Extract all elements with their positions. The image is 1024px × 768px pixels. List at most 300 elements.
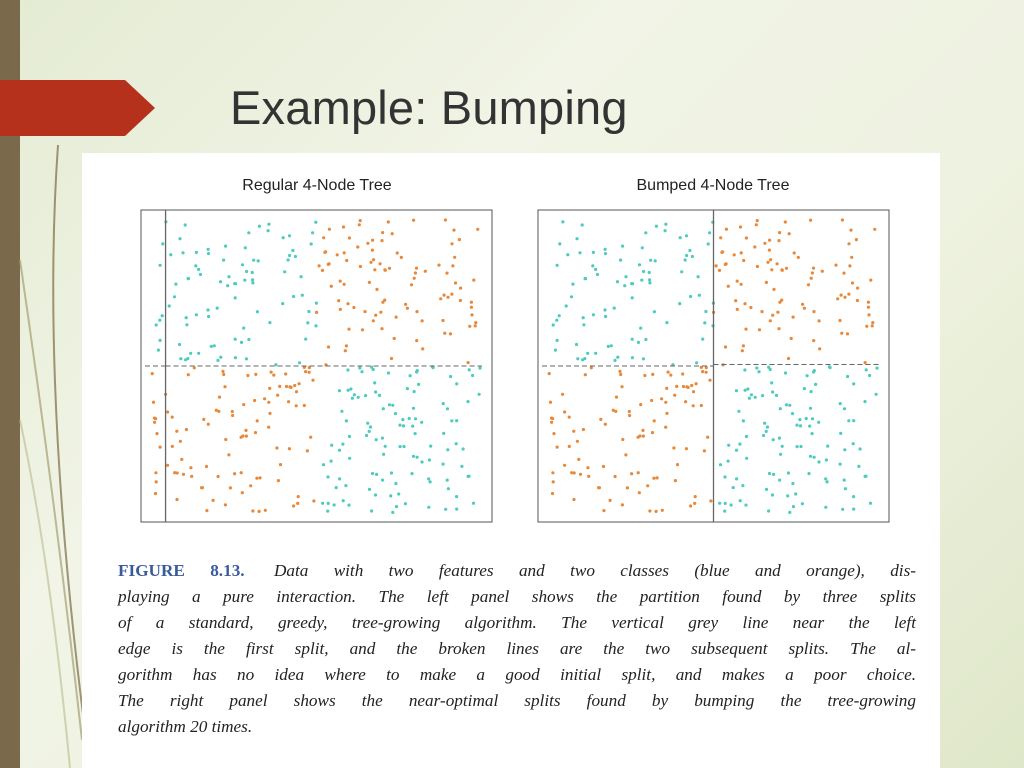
data-point	[637, 471, 640, 474]
data-point	[348, 435, 351, 438]
data-point	[234, 356, 237, 359]
caption-text: Data with two features and two classes (blue and orange), dis-	[273, 561, 916, 580]
data-point	[826, 445, 829, 448]
data-point	[381, 231, 384, 234]
data-point	[155, 323, 158, 326]
data-point	[296, 502, 299, 505]
data-point	[631, 296, 634, 299]
data-point	[755, 223, 758, 226]
data-point	[454, 281, 457, 284]
data-point	[581, 223, 584, 226]
data-point	[303, 404, 306, 407]
data-point	[441, 319, 444, 322]
data-point	[304, 370, 307, 373]
data-point	[359, 219, 362, 222]
data-point	[824, 477, 827, 480]
data-point	[652, 477, 655, 480]
data-point	[369, 425, 372, 428]
data-point	[552, 480, 555, 483]
data-point	[229, 486, 232, 489]
data-point	[824, 506, 827, 509]
data-point	[594, 268, 597, 271]
data-point	[184, 223, 187, 226]
data-point	[459, 287, 462, 290]
data-point	[706, 436, 709, 439]
data-point	[733, 253, 736, 256]
data-point	[604, 252, 607, 255]
data-point	[216, 359, 219, 362]
data-point	[254, 373, 257, 376]
data-point	[630, 472, 633, 475]
data-point	[252, 259, 255, 262]
data-point	[660, 397, 663, 400]
data-point	[401, 418, 404, 421]
data-point	[791, 482, 794, 485]
data-point	[770, 381, 773, 384]
data-point	[619, 259, 622, 262]
data-point	[190, 475, 193, 478]
data-point	[597, 486, 600, 489]
data-point	[776, 311, 779, 314]
data-point	[175, 498, 178, 501]
data-point	[374, 493, 377, 496]
data-point	[455, 382, 458, 385]
data-point	[740, 251, 743, 254]
data-point	[222, 373, 225, 376]
data-point	[169, 253, 172, 256]
data-point	[769, 258, 772, 261]
data-point	[251, 281, 254, 284]
data-point	[219, 356, 222, 359]
data-point	[368, 488, 371, 491]
data-point	[643, 374, 646, 377]
data-point	[437, 264, 440, 267]
data-point	[790, 337, 793, 340]
data-point	[680, 270, 683, 273]
data-point	[781, 269, 784, 272]
data-point	[340, 410, 343, 413]
data-point	[769, 319, 772, 322]
data-point	[168, 304, 171, 307]
data-point	[371, 249, 374, 252]
data-point	[410, 472, 413, 475]
data-point	[381, 479, 384, 482]
data-point	[227, 453, 230, 456]
data-point	[875, 367, 878, 370]
data-point	[736, 280, 739, 283]
data-point	[561, 393, 564, 396]
data-point	[195, 313, 198, 316]
data-point	[374, 390, 377, 393]
data-point	[182, 473, 185, 476]
data-point	[843, 448, 846, 451]
data-point	[724, 502, 727, 505]
data-point	[176, 471, 179, 474]
data-point	[295, 390, 298, 393]
data-point	[672, 446, 675, 449]
data-point	[234, 282, 237, 285]
data-point	[413, 277, 416, 280]
data-point	[240, 341, 243, 344]
data-point	[786, 494, 789, 497]
data-point	[414, 417, 417, 420]
data-point	[185, 316, 188, 319]
data-point	[200, 486, 203, 489]
data-point	[868, 374, 871, 377]
data-point	[343, 251, 346, 254]
data-point	[793, 251, 796, 254]
data-point	[772, 288, 775, 291]
data-point	[778, 479, 781, 482]
data-point	[155, 480, 158, 483]
data-point	[455, 495, 458, 498]
data-point	[780, 299, 783, 302]
caption-line: algorithm 20 times.	[118, 717, 253, 736]
data-point	[758, 328, 761, 331]
data-point	[359, 265, 362, 268]
data-point	[443, 332, 446, 335]
data-point	[256, 419, 259, 422]
data-point	[161, 314, 164, 317]
data-point	[765, 430, 768, 433]
data-point	[420, 421, 423, 424]
data-point	[836, 297, 839, 300]
data-point	[205, 465, 208, 468]
data-point	[297, 495, 300, 498]
decorative-line	[20, 260, 82, 740]
data-point	[778, 231, 781, 234]
data-point	[427, 477, 430, 480]
data-point	[781, 445, 784, 448]
data-point	[180, 458, 183, 461]
data-point	[811, 432, 814, 435]
data-point	[372, 258, 375, 261]
data-point	[221, 370, 224, 373]
data-point	[573, 471, 576, 474]
data-point	[584, 277, 587, 280]
data-point	[637, 341, 640, 344]
data-point	[655, 510, 658, 513]
data-point	[311, 231, 314, 234]
data-point	[604, 423, 607, 426]
data-point	[278, 385, 281, 388]
data-point	[347, 389, 350, 392]
data-point	[446, 407, 449, 410]
data-point	[263, 397, 266, 400]
data-point	[451, 264, 454, 267]
data-point	[551, 417, 554, 420]
data-point	[356, 245, 359, 248]
data-point	[478, 367, 481, 370]
data-point	[292, 504, 295, 507]
data-point	[791, 412, 794, 415]
data-point	[847, 419, 850, 422]
data-point	[654, 259, 657, 262]
data-point	[470, 306, 473, 309]
data-point	[357, 396, 360, 399]
data-point	[812, 267, 815, 270]
data-point	[159, 264, 162, 267]
data-point	[756, 219, 759, 222]
data-point	[556, 446, 559, 449]
data-point	[719, 463, 722, 466]
data-point	[792, 505, 795, 508]
data-point	[384, 269, 387, 272]
data-point	[582, 316, 585, 319]
data-point	[788, 232, 791, 235]
data-point	[584, 373, 587, 376]
data-point	[439, 297, 442, 300]
data-point	[242, 327, 245, 330]
data-point	[207, 248, 210, 251]
data-point	[322, 236, 325, 239]
data-point	[379, 262, 382, 265]
data-point	[692, 390, 695, 393]
data-point	[575, 237, 578, 240]
data-point	[327, 345, 330, 348]
data-point	[178, 237, 181, 240]
data-point	[766, 425, 769, 428]
data-point	[767, 366, 770, 369]
data-point	[624, 275, 627, 278]
data-point	[856, 287, 859, 290]
data-point	[653, 310, 656, 313]
data-point	[674, 479, 677, 482]
data-point	[268, 321, 271, 324]
data-point	[409, 374, 412, 377]
data-point	[797, 256, 800, 259]
data-point	[336, 253, 339, 256]
data-point	[591, 264, 594, 267]
panel-title-left: Regular 4-Node Tree	[242, 177, 392, 194]
data-point	[245, 270, 248, 273]
data-point	[705, 371, 708, 374]
data-point	[258, 510, 261, 513]
slide-title: Example: Bumping	[230, 81, 628, 134]
data-point	[420, 460, 423, 463]
data-point	[673, 394, 676, 397]
data-point	[381, 437, 384, 440]
data-point	[202, 418, 205, 421]
data-point	[763, 422, 766, 425]
data-point	[582, 428, 585, 431]
data-point	[750, 393, 753, 396]
data-point	[345, 344, 348, 347]
data-point	[157, 349, 160, 352]
data-point	[394, 412, 397, 415]
data-point	[421, 347, 424, 350]
data-point	[414, 271, 417, 274]
data-point	[631, 356, 634, 359]
data-point	[328, 262, 331, 265]
data-point	[360, 370, 363, 373]
data-point	[665, 412, 668, 415]
data-point	[406, 307, 409, 310]
data-point	[449, 375, 452, 378]
data-point	[363, 310, 366, 313]
data-point	[189, 352, 192, 355]
data-point	[295, 404, 298, 407]
data-point	[846, 332, 849, 335]
data-point	[809, 407, 812, 410]
data-point	[575, 343, 578, 346]
data-point	[187, 277, 190, 280]
data-point	[770, 268, 773, 271]
data-point	[468, 325, 471, 328]
data-point	[455, 419, 458, 422]
data-point	[161, 242, 164, 245]
data-point	[681, 372, 684, 375]
data-point	[586, 466, 589, 469]
data-point	[644, 338, 647, 341]
data-point	[618, 370, 621, 373]
data-point	[818, 347, 821, 350]
data-point	[840, 294, 843, 297]
data-point	[415, 310, 418, 313]
data-point	[738, 443, 741, 446]
data-point	[650, 399, 653, 402]
data-point	[408, 417, 411, 420]
data-point	[224, 245, 227, 248]
data-point	[314, 221, 317, 224]
data-point	[450, 293, 453, 296]
data-point	[326, 510, 329, 513]
data-point	[555, 319, 558, 322]
data-point	[429, 480, 432, 483]
data-point	[292, 295, 295, 298]
data-point	[372, 319, 375, 322]
data-point	[741, 349, 744, 352]
data-point	[665, 387, 668, 390]
data-point	[466, 400, 469, 403]
data-point	[655, 225, 658, 228]
data-point	[249, 484, 252, 487]
data-point	[620, 385, 623, 388]
data-point	[413, 390, 416, 393]
data-point	[648, 278, 651, 281]
data-point	[310, 242, 313, 245]
data-point	[809, 219, 812, 222]
data-point	[682, 385, 685, 388]
data-point	[734, 299, 737, 302]
data-point	[288, 447, 291, 450]
data-point	[743, 368, 746, 371]
data-point	[378, 394, 381, 397]
data-point	[718, 502, 721, 505]
data-point	[234, 338, 237, 341]
data-point	[410, 283, 413, 286]
data-point	[787, 357, 790, 360]
data-point	[602, 509, 605, 512]
data-point	[762, 434, 765, 437]
data-point	[745, 457, 748, 460]
data-point	[337, 299, 340, 302]
caption-line: of a standard, greedy, tree-growing algorithm. The vertical grey line near the left	[118, 613, 916, 632]
data-point	[217, 410, 220, 413]
data-point	[587, 475, 590, 478]
data-point	[857, 465, 860, 468]
data-point	[173, 295, 176, 298]
data-point	[227, 275, 230, 278]
data-point	[552, 432, 555, 435]
data-point	[346, 302, 349, 305]
data-point	[268, 412, 271, 415]
data-point	[614, 410, 617, 413]
data-point	[842, 272, 845, 275]
data-point	[470, 313, 473, 316]
data-point	[576, 440, 579, 443]
data-point	[424, 270, 427, 273]
data-point	[346, 368, 349, 371]
data-point	[267, 401, 270, 404]
data-point	[856, 299, 859, 302]
data-point	[592, 313, 595, 316]
data-point	[724, 345, 727, 348]
data-point	[224, 438, 227, 441]
data-point	[276, 394, 279, 397]
data-point	[449, 332, 452, 335]
panel-title-right: Bumped 4-Node Tree	[636, 177, 790, 194]
data-point	[760, 310, 763, 313]
data-point	[809, 455, 812, 458]
caption-line: gorithm has no idea where to make a good initial split, and makes a poor choice.	[118, 665, 916, 684]
data-point	[691, 255, 694, 258]
data-point	[806, 374, 809, 377]
data-point	[335, 486, 338, 489]
data-point	[871, 321, 874, 324]
data-point	[638, 491, 641, 494]
data-point	[253, 399, 256, 402]
data-point	[563, 410, 566, 413]
data-point	[155, 432, 158, 435]
data-point	[369, 261, 372, 264]
data-point	[351, 397, 354, 400]
data-point	[689, 295, 692, 298]
data-point	[326, 475, 329, 478]
data-point	[412, 219, 415, 222]
data-point	[185, 428, 188, 431]
data-point	[572, 430, 575, 433]
data-point	[725, 262, 728, 265]
data-point	[566, 253, 569, 256]
data-point	[744, 504, 747, 507]
data-point	[370, 366, 373, 369]
data-point	[298, 361, 301, 364]
data-point	[616, 356, 619, 359]
data-point	[364, 394, 367, 397]
data-point	[839, 402, 842, 405]
data-point	[179, 357, 182, 360]
data-point	[570, 295, 573, 298]
data-point	[571, 283, 574, 286]
data-point	[311, 379, 314, 382]
data-point	[341, 443, 344, 446]
data-point	[390, 471, 393, 474]
data-point	[247, 231, 250, 234]
data-point	[256, 310, 259, 313]
data-point	[771, 390, 774, 393]
data-point	[293, 384, 296, 387]
data-point	[603, 308, 606, 311]
data-point	[371, 239, 374, 242]
data-point	[415, 339, 418, 342]
data-point	[847, 242, 850, 245]
data-point	[867, 301, 870, 304]
data-point	[549, 401, 552, 404]
data-point	[594, 352, 597, 355]
data-point	[241, 263, 244, 266]
data-point	[321, 502, 324, 505]
